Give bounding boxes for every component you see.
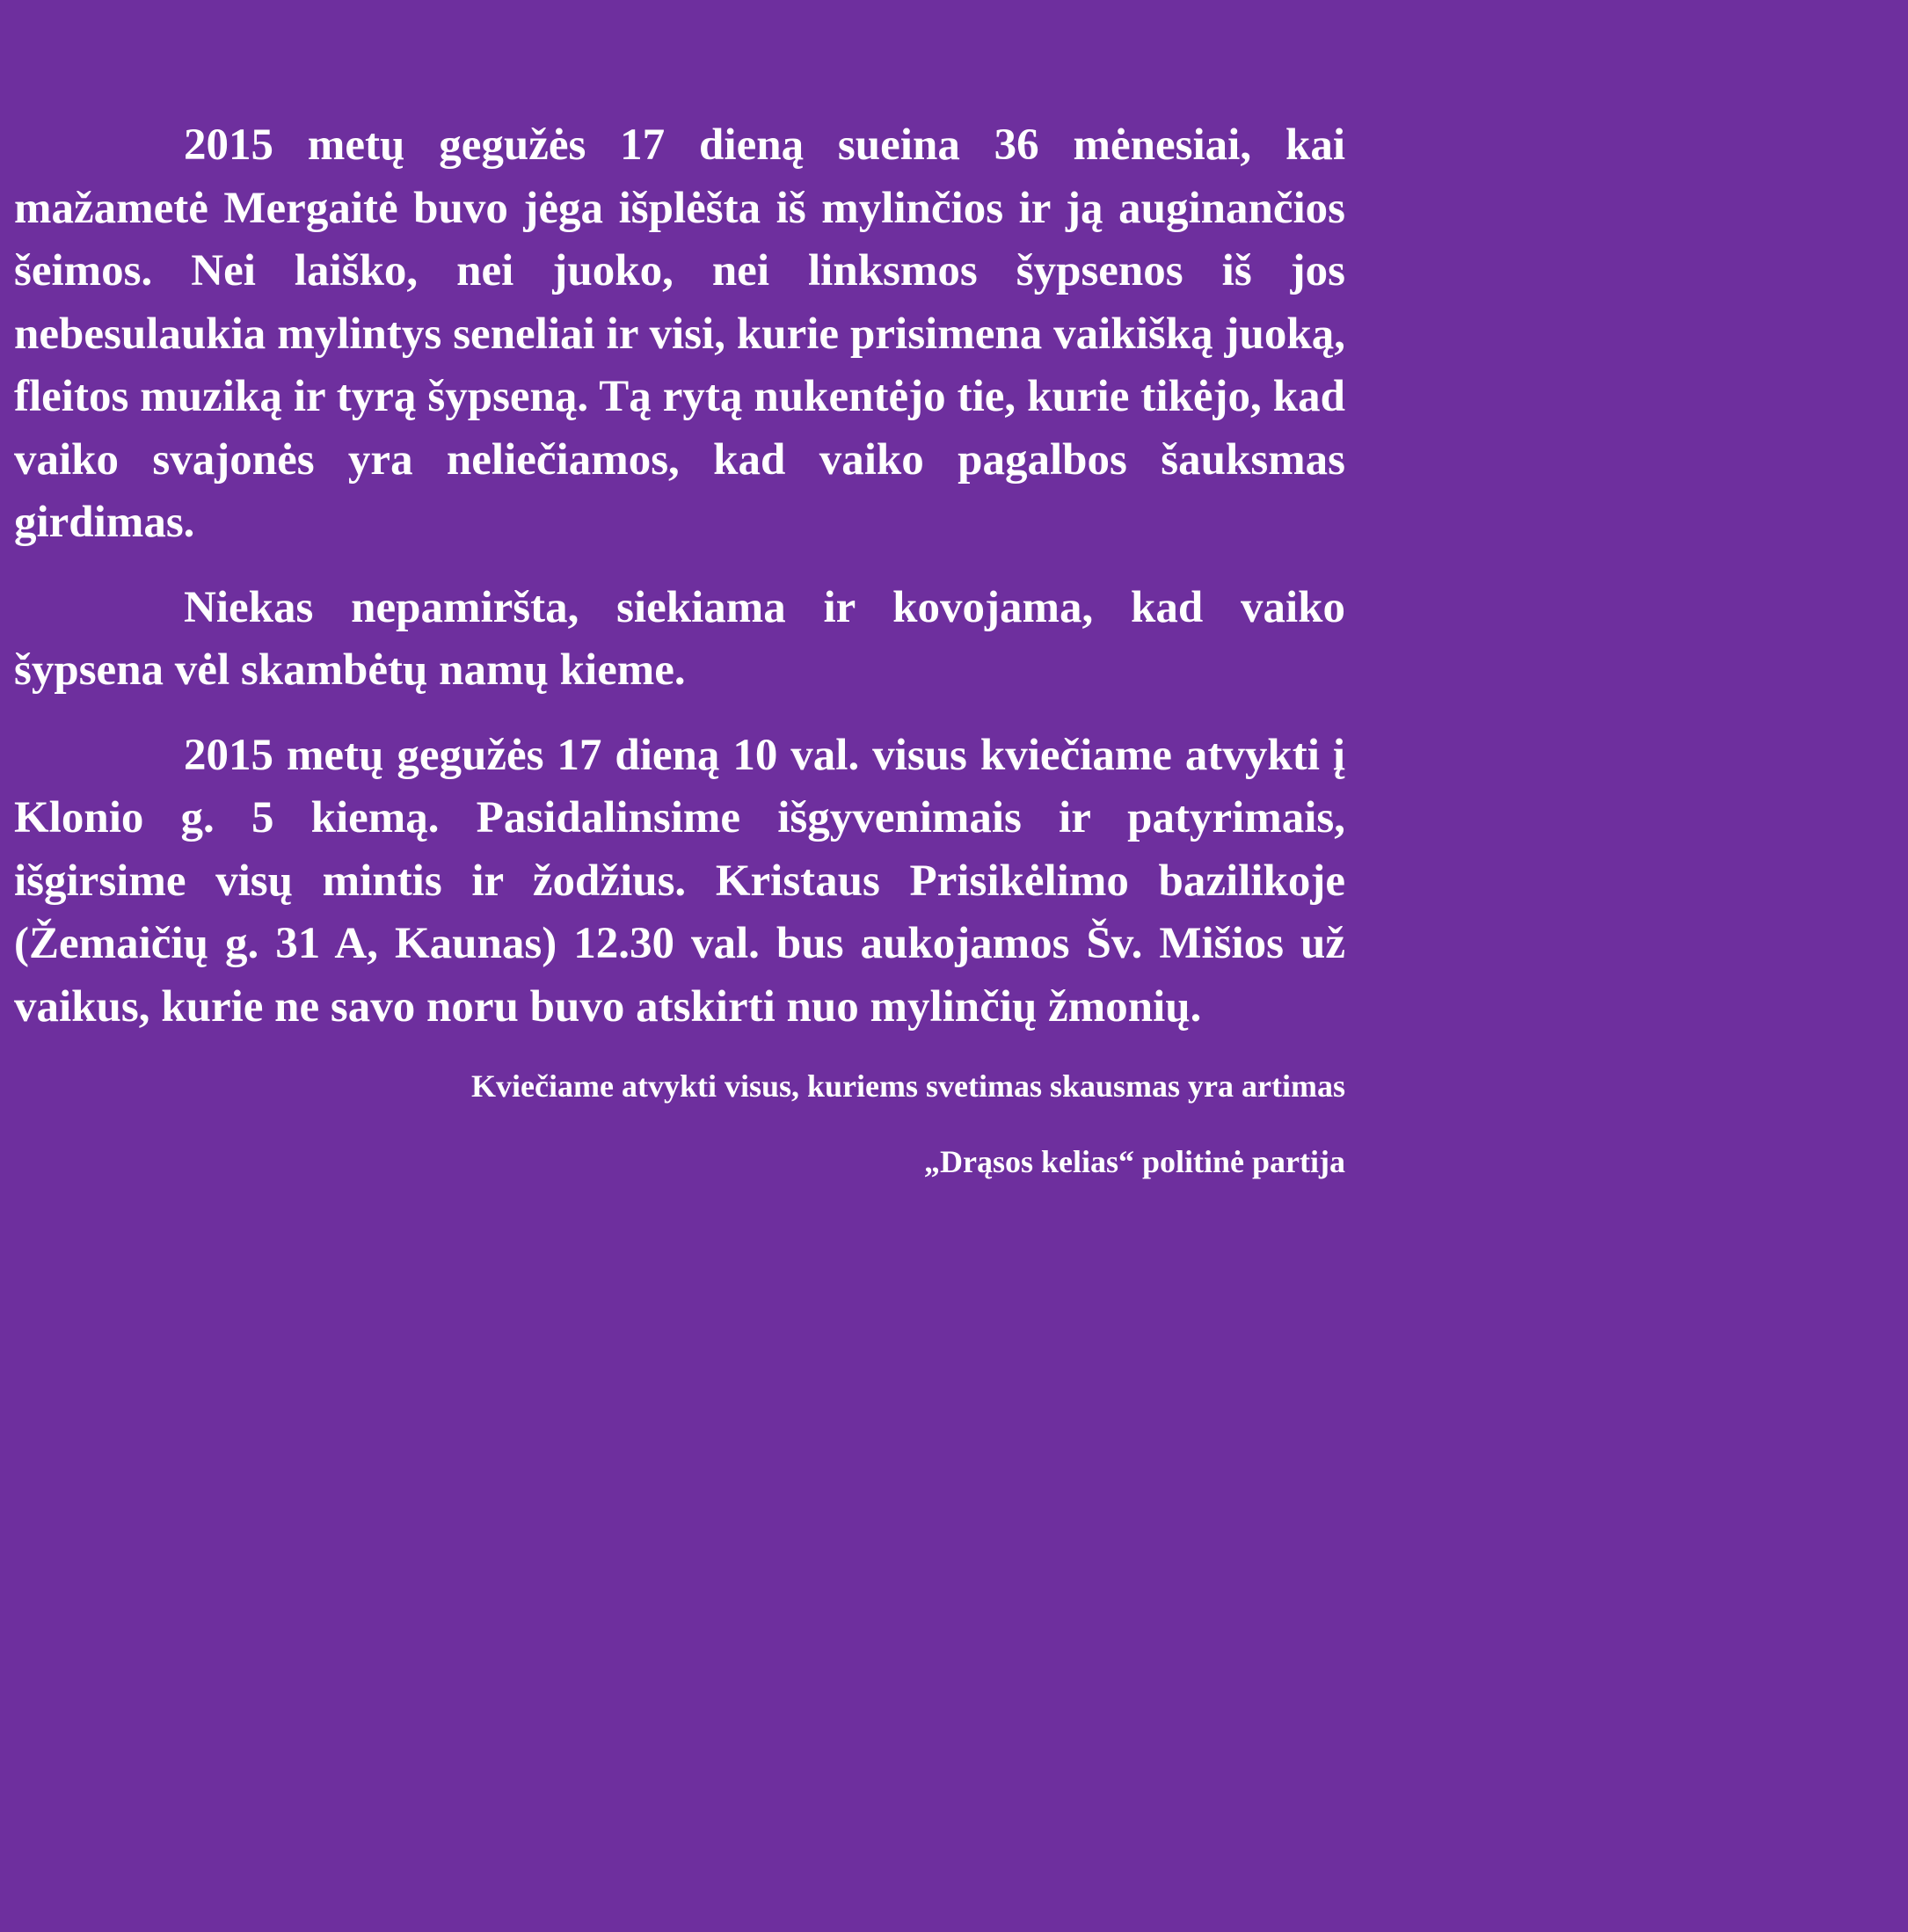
paragraph-not-forgotten: Niekas nepamiršta, siekiama ir kovojama, kad vaiko šypsena vėl skambėtų namų kieme. — [14, 582, 1345, 695]
invitation-line: Kviečiame atvykti visus, kuriems svetimas skausmas yra artimas — [471, 1068, 1345, 1104]
announcement-body — [14, 114, 1345, 1181]
party-signature: „Drąsos kelias“ politinė partija — [923, 1144, 1345, 1179]
paragraph-event-details: 2015 metų gegužės 17 dieną 10 val. visus kviečiame atvykti į Klonio g. 5 kiemą. Pasidalinsime išgyvenimais ir patyrimais, išgirsime visų mintis ir žodžius. Kristaus Prisikėlimo bazilikoje (Žemaičių g. 31 A, Kaunas) 12.30 val. bus aukojamos Šv. Mišios už vaikus, kurie ne savo noru buvo atskirti nuo mylinčių žmonių. — [14, 730, 1345, 1032]
paragraph-anniversary: 2015 metų gegužės 17 dieną sueina 36 mėnesiai, kai mažametė Mergaitė buvo jėga išplėšta iš mylinčios ir ją auginančios šeimos. Nei laiško, nei juoko, nei linksmos šypsenos iš jos nebesulaukia mylintys seneliai ir visi, kurie prisimena vaikišką juoką, fleitos muziką ir tyrą šypseną. Tą rytą nukentėjo tie, kurie tikėjo, kad vaiko svajonės yra neliečiamos, kad vaiko pagalbos šauksmas girdimas. — [14, 120, 1345, 547]
